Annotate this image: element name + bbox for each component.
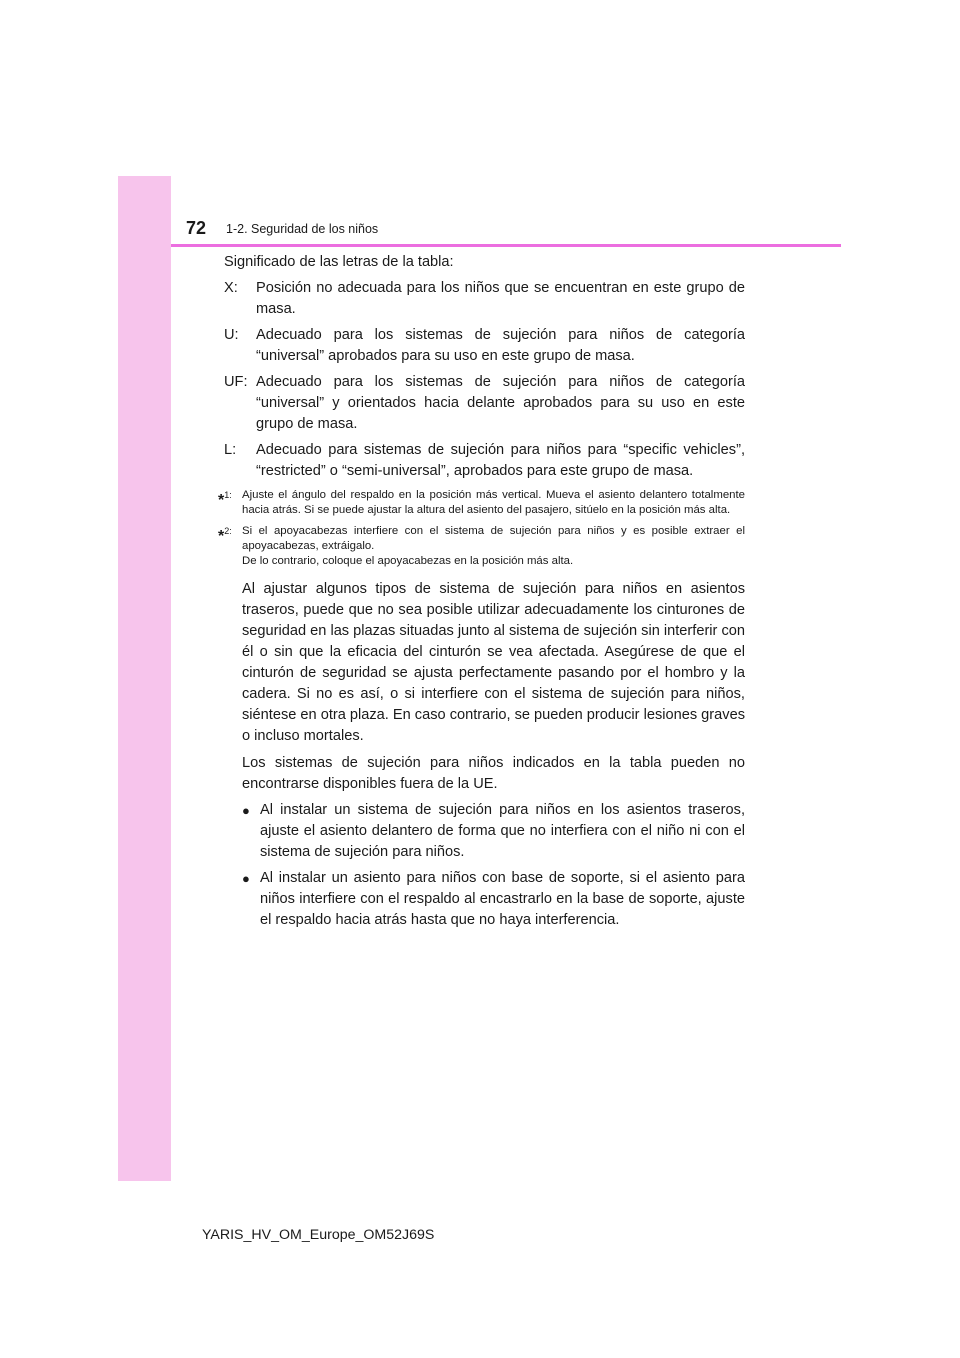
legend-text: Adecuado para los sistemas de sujeción para niños de categoría “universal” y orientados hacia delante aprobados para su uso en este grupo de masa. [256, 374, 745, 432]
footnote-1 [218, 488, 745, 518]
legend-intro: Significado de las letras de la tabla: [224, 254, 454, 270]
header-rule [171, 244, 841, 247]
section-title: 1-2. Seguridad de los niños [226, 222, 379, 236]
bullet-item [242, 868, 745, 931]
side-color-band [118, 176, 171, 1181]
legend-item-uf [224, 372, 745, 435]
legend-key: U: [224, 327, 239, 343]
bullet-dot-icon: ● [242, 803, 250, 818]
legend-item-x [224, 278, 745, 320]
page-number: 72 [186, 218, 207, 238]
legend-key: UF: [224, 374, 248, 390]
legend-text: Adecuado para sistemas de sujeción para niños para “specific vehicles”, “restricted” o “semi-universal”, aprobados para este grupo de masa. [256, 442, 745, 479]
legend-item-l [224, 440, 745, 482]
footnote-text: Ajuste el ángulo del respaldo en la posición más vertical. Mueva el asiento delantero totalmente hacia atrás. Si se puede ajustar la altura del asiento del pasajero, sitúelo en la posición más alta. [242, 489, 745, 516]
footnote-marker: *$^{2:}$ [218, 526, 232, 545]
legend-key: L: [224, 442, 237, 458]
legend-text: Posición no adecuada para los niños que se encuentran en este grupo de masa. [256, 280, 745, 317]
footnote-text: Si el apoyacabezas interfiere con el sistema de sujeción para niños y es posible extraer el apoyacabezas, extráigalo. [242, 525, 745, 552]
bullet-item [242, 800, 745, 863]
legend-text: Adecuado para los sistemas de sujeción para niños de categoría “universal” aprobados para su uso en este grupo de masa. [256, 327, 745, 364]
body-paragraph: Los sistemas de sujeción para niños indicados en la tabla pueden no encontrarse disponibles fuera de la UE. [242, 755, 745, 792]
legend-item-u [224, 325, 745, 367]
body-paragraph: Al ajustar algunos tipos de sistema de sujeción para niños en asientos traseros, puede que no sea posible utilizar adecuadamente los cinturones de seguridad en las plazas situadas junto al sistema de sujeción sin interferir con él o sin que la eficacia del cinturón se vea afectada. Asegúrese de que el cinturón de seguridad se ajusta perfectamente pasando por el hombro y la cadera. Si no es así, o si interfiere con el sistema de sujeción para niños, siéntese en otra plaza. En caso contrario, se pueden producir lesiones graves o incluso mortales. [242, 581, 745, 744]
footnote-text: De lo contrario, coloque el apoyacabezas en la posición más alta. [242, 555, 574, 567]
page-content [200, 252, 745, 931]
footnote-marker: *$^{1:}$ [218, 490, 232, 509]
bullet-text: Al instalar un asiento para niños con base de soporte, si el asiento para niños interfiere con el respaldo al encastrarlo en la base de soporte, ajuste el respaldo hacia atrás hasta que no haya interferencia. [260, 870, 745, 928]
bullet-text: Al instalar un sistema de sujeción para niños en los asientos traseros, ajuste el asiento delantero de forma que no interfiera con el niño ni con el sistema de sujeción para niños. [260, 802, 745, 860]
footnote-2 [218, 524, 745, 569]
legend-key: X: [224, 280, 238, 296]
document-code: YARIS_HV_OM_Europe_OM52J69S [202, 1227, 435, 1243]
bullet-dot-icon: ● [242, 871, 250, 886]
